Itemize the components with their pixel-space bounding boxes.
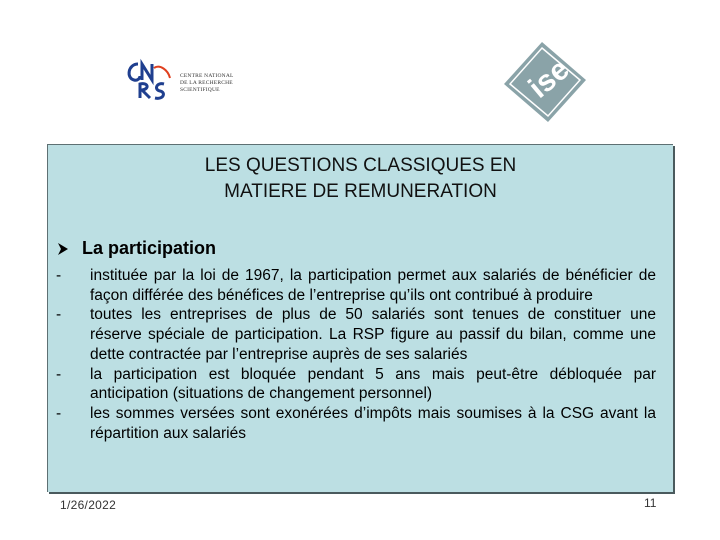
bullet-list — [56, 266, 656, 443]
cnrs-logo — [124, 58, 254, 102]
list-item — [56, 404, 656, 443]
arrow-bullet-icon — [56, 242, 70, 256]
bullet-marker: - — [56, 267, 62, 284]
ise-logo-icon — [494, 40, 590, 124]
cnrs-text — [180, 73, 260, 94]
cnrs-mark-icon — [124, 58, 172, 102]
page-number: 11 — [644, 496, 657, 510]
slide-title-line: MATIERE DE REMUNERATION — [224, 181, 497, 202]
list-item — [56, 266, 656, 305]
bullet-marker: - — [56, 306, 62, 324]
cnrs-text-line: CENTRE NATIONAL — [180, 73, 234, 79]
cnrs-text-line: DE LA RECHERCHE — [180, 80, 233, 86]
bullet-marker: - — [56, 404, 62, 422]
slide-title — [48, 153, 673, 205]
content-panel — [47, 144, 673, 492]
section-heading — [56, 238, 216, 259]
cnrs-text-line: SCIENTIFIQUE — [180, 87, 220, 93]
bullet-text: toutes les entreprises de plus de 50 salariés sont tenues de constituer une réserve spéciale de participation. La RSP figure au passif du bilan, comme une dette contractée par l’entreprise auprès de ses salariés — [90, 306, 656, 363]
footer-date: 1/26/2022 — [60, 498, 117, 512]
list-item — [56, 365, 656, 404]
section-title: La participation — [82, 238, 217, 258]
bullet-marker: - — [56, 365, 62, 383]
bullet-text: les sommes versées sont exonérées d’impôts mais soumises à la CSG avant la répartition aux salariés — [90, 404, 656, 442]
slide-title-line: LES QUESTIONS CLASSIQUES EN — [204, 155, 517, 176]
list-item — [56, 305, 656, 364]
bullet-text: la participation est bloquée pendant 5 ans mais peut-être débloquée par anticipation (situations de changement personnel) — [90, 365, 656, 403]
bullet-text: instituée par la loi de 1967, la participation permet aux salariés de bénéficier de façon différée des bénéfices de l’entreprise qu’ils ont contribué à produire — [90, 267, 656, 304]
svg-text:ise: ise — [522, 52, 576, 105]
